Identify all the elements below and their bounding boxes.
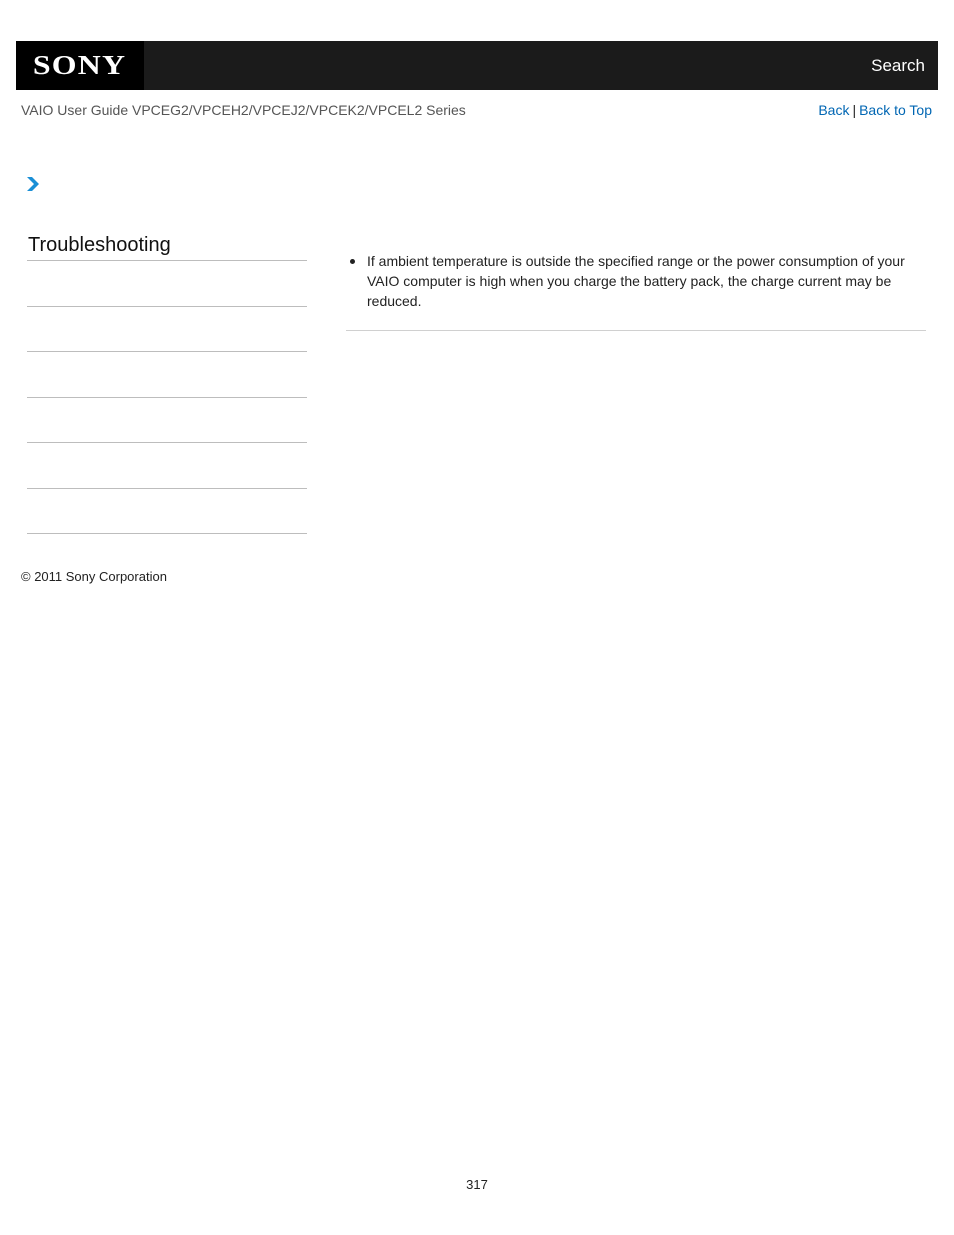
chevron-right-icon[interactable] xyxy=(26,176,40,192)
sidebar-item[interactable] xyxy=(27,397,307,443)
sony-logo-text: SONY xyxy=(33,50,127,80)
sony-logo xyxy=(16,41,144,90)
sidebar-item[interactable] xyxy=(27,351,307,397)
nav-separator: | xyxy=(852,102,857,118)
sidebar-item[interactable] xyxy=(27,442,307,488)
header-bar xyxy=(16,41,938,90)
list-item xyxy=(346,251,914,311)
sidebar-item[interactable] xyxy=(27,260,307,306)
back-link[interactable]: Back xyxy=(818,102,850,118)
search-link[interactable]: Search xyxy=(871,56,925,75)
top-navigation xyxy=(818,102,932,119)
list-item-text: If ambient temperature is outside the specified range or the power consumption of your VAIO computer is high when you charge the battery pack, the charge current may be reduced. xyxy=(367,253,905,309)
content-divider xyxy=(346,330,926,331)
sidebar-item[interactable] xyxy=(27,488,307,534)
bullet-icon xyxy=(350,259,355,264)
sidebar-divider xyxy=(27,533,307,534)
guide-title: VAIO User Guide VPCEG2/VPCEH2/VPCEJ2/VPCEK2/VPCEL2 Series xyxy=(21,102,466,118)
content-bullet-list xyxy=(346,251,914,311)
sidebar-item[interactable] xyxy=(27,306,307,352)
page-number: 317 xyxy=(466,1177,488,1192)
back-to-top-link[interactable]: Back to Top xyxy=(859,102,932,118)
copyright-text: © 2011 Sony Corporation xyxy=(21,569,167,584)
sidebar-list xyxy=(27,260,307,534)
sidebar-title: Troubleshooting xyxy=(28,234,171,256)
